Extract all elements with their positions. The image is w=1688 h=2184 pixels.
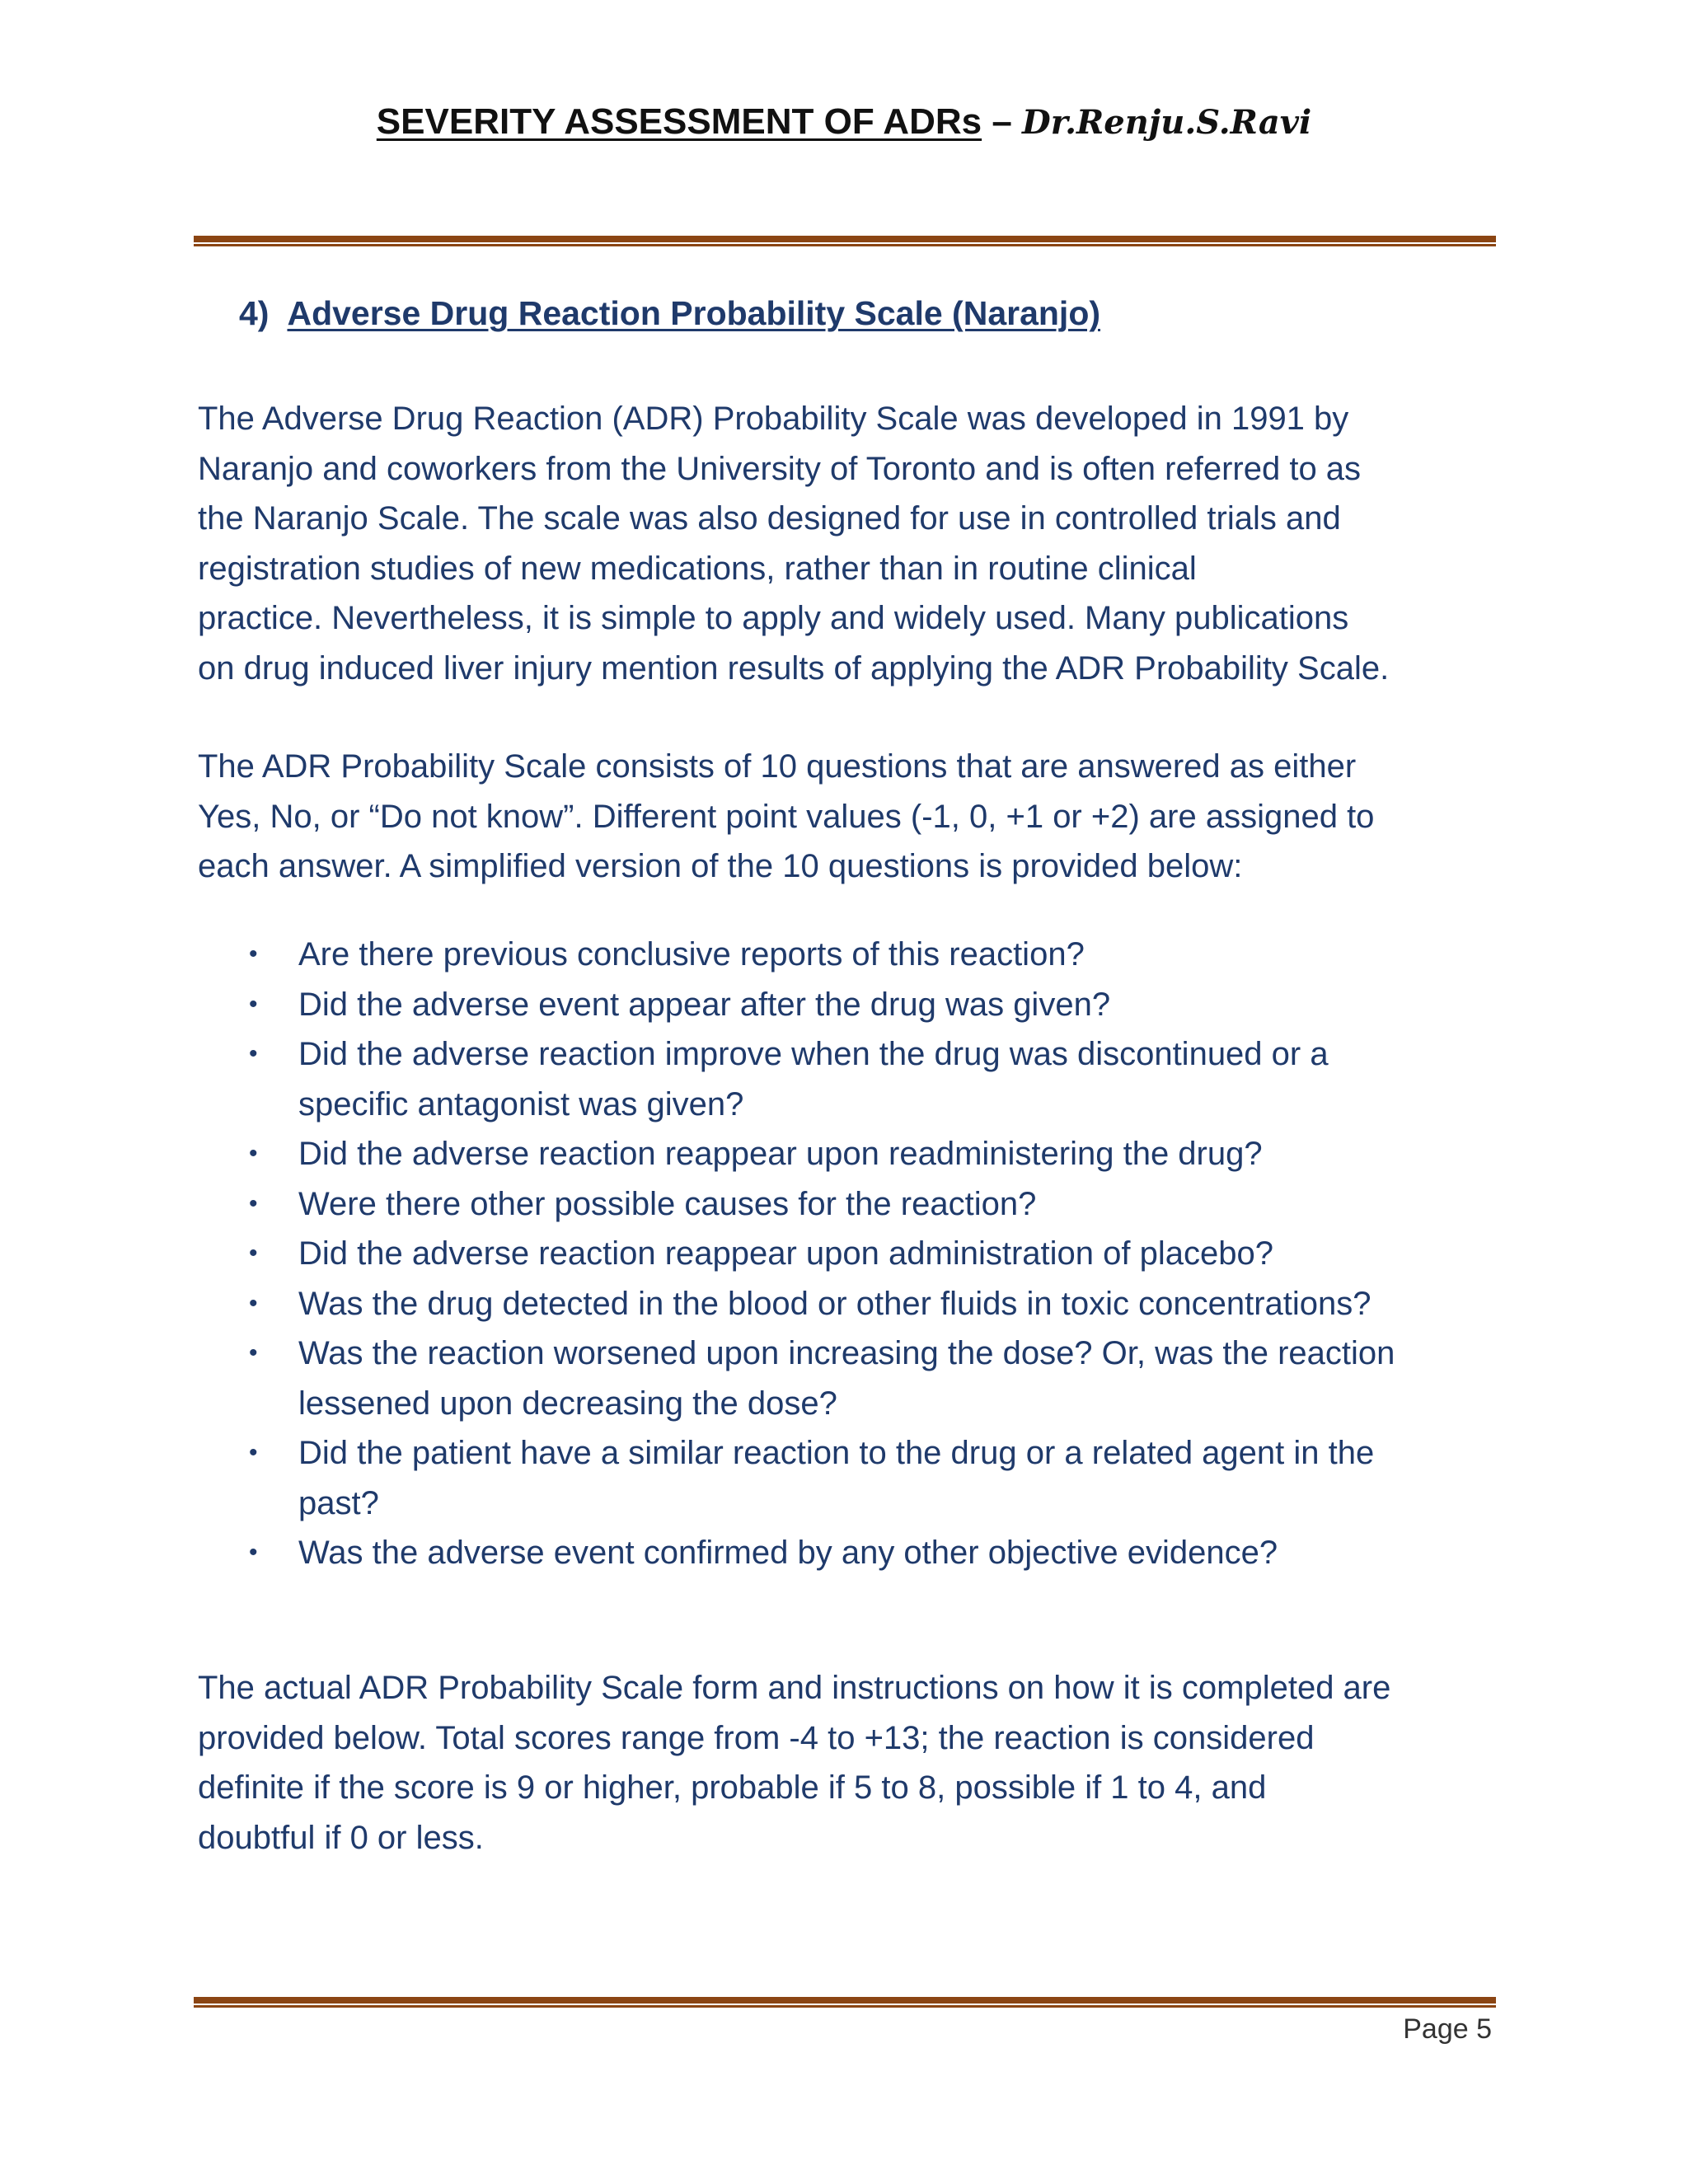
- question-text: Was the reaction worsened upon increasing the dose? Or, was the reaction: [298, 1335, 1395, 1371]
- paragraph-line: The Adverse Drug Reaction (ADR) Probability Scale was developed in 1991 by: [198, 401, 1349, 437]
- paragraph-line: on drug induced liver injury mention results of applying the ADR Probability Scale.: [198, 649, 1390, 687]
- paragraph-line: doubtful if 0 or less.: [198, 1819, 484, 1856]
- paragraph-line: practice. Nevertheless, it is simple to apply and widely used. Many publications: [198, 600, 1349, 636]
- bullet-icon: •: [249, 1339, 258, 1366]
- paragraph-line: registration studies of new medications, rather than in routine clinical: [198, 550, 1197, 587]
- list-item: [198, 980, 1500, 1030]
- scoring-paragraph: [198, 1663, 1492, 1863]
- document-header: [0, 97, 1688, 148]
- paragraph-line: the Naranjo Scale. The scale was also designed for use in controlled trials and: [198, 500, 1341, 537]
- intro-paragraph: [198, 394, 1492, 693]
- list-item: [198, 1428, 1500, 1528]
- bullet-icon: •: [249, 1140, 258, 1167]
- question-text: Did the adverse reaction reappear upon administration of placebo?: [298, 1235, 1273, 1272]
- question-text: Did the adverse reaction reappear upon readministering the drug?: [298, 1136, 1263, 1172]
- paragraph-line: Naranjo and coworkers from the University of Toronto and is often referred to as: [198, 450, 1362, 487]
- paragraph-line: The actual ADR Probability Scale form and instructions on how it is completed are: [198, 1670, 1391, 1706]
- list-item: [198, 930, 1500, 980]
- header-author: Dr.Renju.S.Ravi: [1022, 103, 1312, 142]
- bullet-icon: •: [249, 990, 258, 1018]
- header-title: SEVERITY ASSESSMENT OF ADRs: [376, 101, 982, 142]
- list-item: [198, 1329, 1500, 1428]
- list-item: [198, 1129, 1500, 1179]
- questions-list: [198, 930, 1500, 1578]
- footer-divider: [194, 1997, 1496, 2008]
- list-item: [198, 1279, 1500, 1329]
- question-text: specific antagonist was given?: [298, 1085, 744, 1122]
- question-text: Were there other possible causes for the reaction?: [298, 1185, 1037, 1222]
- bullet-icon: •: [249, 1439, 258, 1466]
- question-text: Are there previous conclusive reports of this reaction?: [298, 936, 1085, 972]
- question-text: Did the adverse reaction improve when the drug was discontinued or a: [298, 1036, 1329, 1072]
- bullet-icon: •: [249, 1189, 258, 1217]
- question-text: Did the patient have a similar reaction to the drug or a related agent in the: [298, 1435, 1375, 1471]
- bullet-icon: •: [249, 1240, 258, 1267]
- list-item: [198, 1029, 1500, 1129]
- question-text: lessened upon decreasing the dose?: [298, 1385, 837, 1422]
- section-title: Adverse Drug Reaction Probability Scale (Naranjo): [287, 294, 1101, 332]
- question-text: Was the adverse event confirmed by any other objective evidence?: [298, 1535, 1278, 1571]
- paragraph-line: Yes, No, or “Do not know”. Different point values (-1, 0, +1 or +2) are assigned to: [198, 798, 1375, 835]
- page-number: Page 5: [1403, 2013, 1492, 2045]
- section-heading: [239, 290, 1100, 336]
- question-text: Did the adverse event appear after the drug was given?: [298, 986, 1111, 1023]
- list-item: [198, 1179, 1500, 1230]
- paragraph-line: provided below. Total scores range from -4 to +13; the reaction is considered: [198, 1719, 1315, 1756]
- bullet-icon: •: [249, 1539, 258, 1566]
- question-text: past?: [298, 1484, 379, 1521]
- bullet-icon: •: [249, 940, 258, 968]
- list-item: [198, 1528, 1500, 1578]
- paragraph-line: The ADR Probability Scale consists of 10 questions that are answered as either: [198, 748, 1357, 785]
- list-item: [198, 1229, 1500, 1279]
- header-divider: [194, 236, 1496, 247]
- bullet-icon: •: [249, 1289, 258, 1317]
- section-number: 4): [239, 294, 270, 332]
- header-dash: –: [982, 101, 1023, 142]
- paragraph-line: each answer. A simplified version of the 10 questions is provided below:: [198, 848, 1243, 884]
- bullet-icon: •: [249, 1040, 258, 1067]
- question-text: Was the drug detected in the blood or other fluids in toxic concentrations?: [298, 1285, 1372, 1322]
- paragraph-line: definite if the score is 9 or higher, probable if 5 to 8, possible if 1 to 4, and: [198, 1769, 1267, 1806]
- scale-description-paragraph: [198, 742, 1492, 892]
